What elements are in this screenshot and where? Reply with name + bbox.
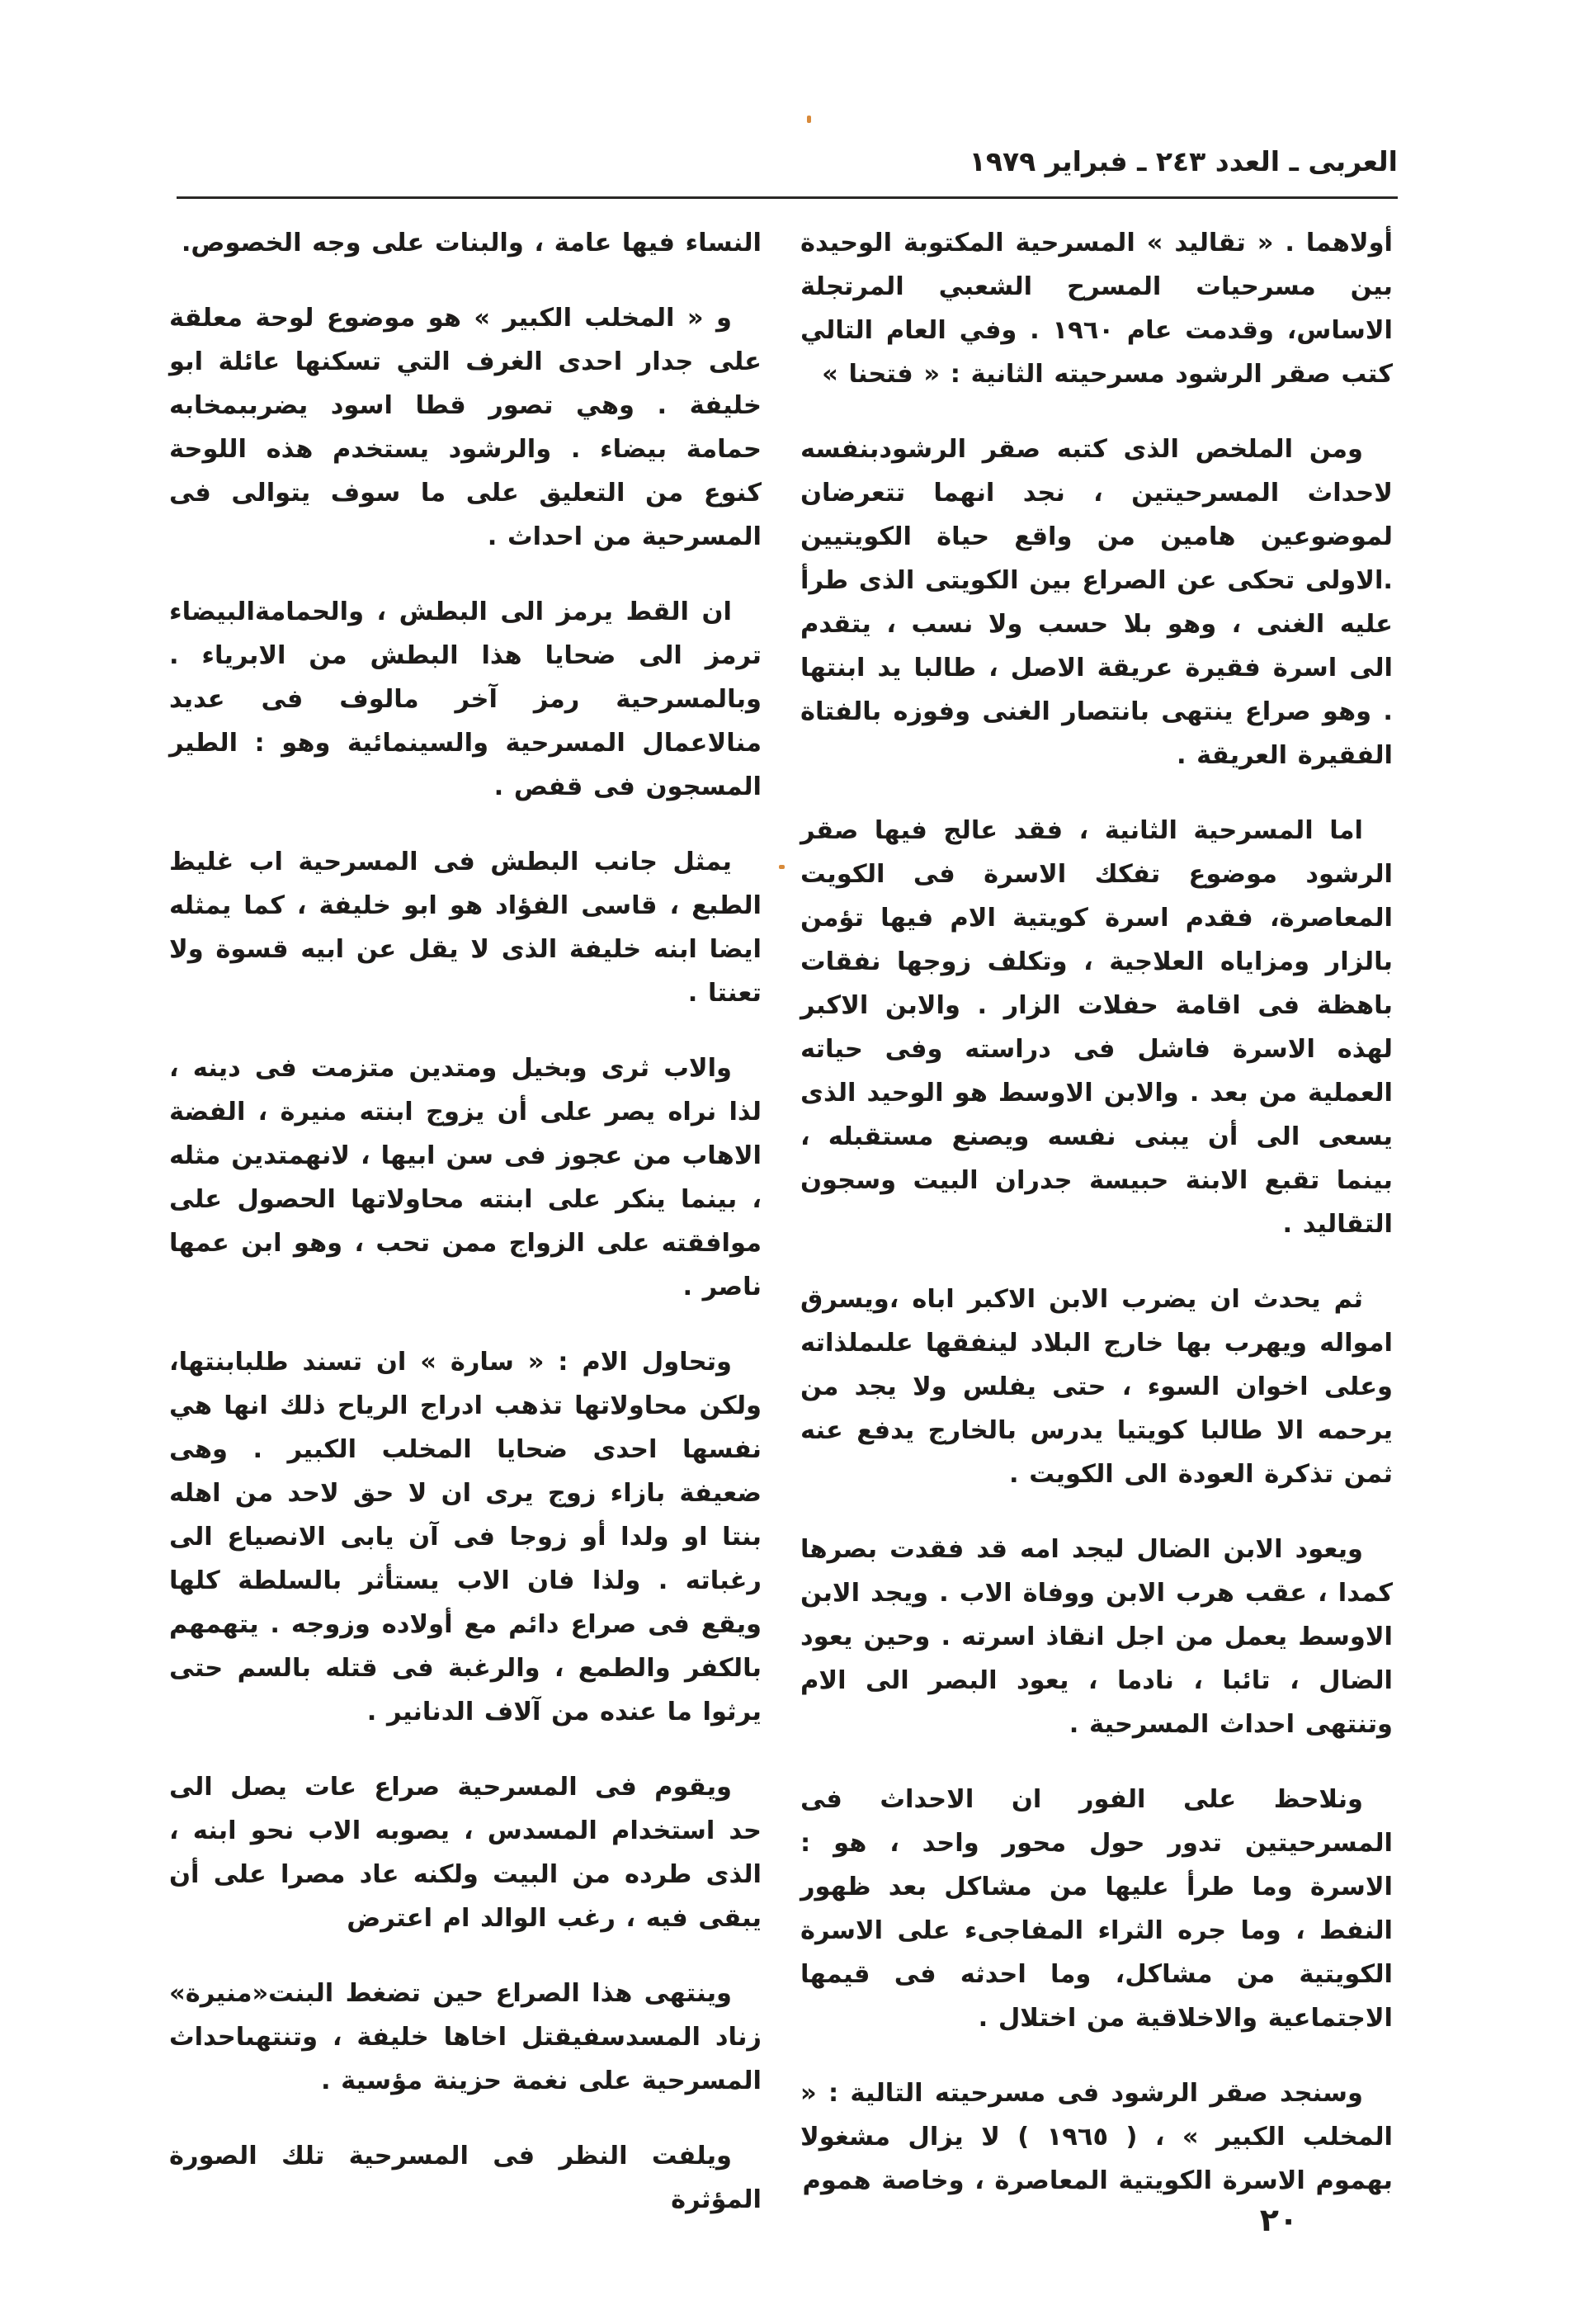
paragraph: النساء فيها عامة ، والبنات على وجه الخصوص.: [181, 229, 762, 257]
column-right: [800, 221, 1393, 2234]
paragraph: وتحاول الام : « سارة » ان تسند طلبابنتها، ولكن محاولاتها تذهب ادراج الرياح ذلك انها هي نفسها احدى ضحايا المخلب الكبير . وهى ضعيفة بازاء زوج يرى ان لا حق لاحد من اهله بنتا او ولدا أو زوجا فى آن يابى الانصياع الى رغباته . ولذا فان الاب يستأثر بالسلطة كلها ويقع فى صراع دائم مع أولاده وزوجه . يتهمهم بالكفر والطمع ، والرغبة فى قتله بالسم حتى يرثوا ما عنده من آلاف الدنانير .: [169, 1348, 762, 1726]
paragraph: أولاهما . « تقاليد » المسرحية المكتوبة الوحيدة بين مسرحيات المسرح الشعبي المرتجلة الاساس، وقدمت عام ١٩٦٠ . وفي العام التالي كتب صقر الرشود مسرحيته الثانية : « فتحنا »: [800, 229, 1393, 389]
paragraph: ويقوم فى المسرحية صراع عات يصل الى حد استخدام المسدس ، يصوبه الاب نحو ابنه ، الذى طرده من البيت ولكنه عاد مصرا على أن يبقى فيه ، رغب الوالد ام اعترض: [169, 1773, 762, 1933]
paragraph: ومن الملخص الذى كتبه صقر الرشودبنفسه لاحداث المسرحيتين ، نجد انهما تتعرضان لموضوعين هامين من واقع حياة الكويتيين .الاولى تحكى عن الصراع بين الكويتى الذى طرأ عليه الغنى ، وهو بلا حسب ولا نسب ، يتقدم الى اسرة فقيرة عريقة الاصل ، طالبا يد ابنتها . وهو صراع ينتهى بانتصار الغنى وفوزه بالفتاة الفقيرة العريقة .: [800, 435, 1393, 770]
paragraph: و « المخلب الكبير » هو موضوع لوحة معلقة على جدار احدى الغرف التي تسكنها عائلة ابو خليفة . وهي تصور قطا اسود يضرببمخابه حمامة بيضاء . والرشود يستخدم هذه اللوحة كنوع من التعليق على ما سوف يتوالى فى المسرحية من احداث .: [169, 304, 762, 551]
paper-speck: [779, 865, 785, 869]
paragraph: ان القط يرمز الى البطش ، والحمامةالبيضاء ترمز الى ضحايا هذا البطش من الابرياء . وبالمسرحية رمز آخر مالوف فى عديد منالاعمال المسرحية والسينمائية وهو : الطير المسجون فى قفص .: [169, 598, 762, 801]
page-number: ٢٠: [1259, 2202, 1299, 2238]
paragraph: ونلاحظ على الفور ان الاحداث فى المسرحيتين تدور حول محور واحد ، هو : الاسرة وما طرأ عليها من مشاكل بعد ظهور النفط ، وما جره الثراء المفاجىء على الاسرة الكويتية من مشاكل، وما احدثه فى قيمها الاجتماعية والاخلاقية من اختلال .: [800, 1785, 1393, 2033]
paragraph: وينتهى هذا الصراع حين تضغط البنت«منيرة» زناد المسدسفيقتل اخاها خليفة ، وتنتهىاحداث المسرحية على نغمة حزينة مؤسية .: [169, 1979, 762, 2095]
column-left: [169, 221, 762, 2253]
paragraph: ويلفت النظر فى المسرحية تلك الصورة المؤثرة: [169, 2142, 762, 2214]
paragraph: ثم يحدث ان يضرب الابن الاكبر اباه ،ويسرق امواله ويهرب بها خارج البلاد لينفقها علىملذاته وعلى اخوان السوء ، حتى يفلس ولا يجد من يرحمه الا طالبا كويتيا يدرس بالخارج يدفع عنه ثمن تذكرة العودة الى الكويت .: [800, 1285, 1393, 1489]
paragraph: والاب ثرى وبخيل ومتدين متزمت فى دينه ، لذا نراه يصر على أن يزوج ابنته منيرة ، الفضة الاهاب من عجوز فى سن ابيها ، لانهمتدين مثله ، بينما ينكر على ابنته محاولاتها الحصول على موافقته على الزواج ممن تحب ، وهو ابن عمها ناصر .: [169, 1054, 762, 1301]
paragraph: اما المسرحية الثانية ، فقد عالج فيها صقر الرشود موضوع تفكك الاسرة فى الكويت المعاصرة، فقدم اسرة كويتية الام فيها تؤمن بالزار ومزاياه العلاجية ، وتكلف زوجها نفقات باهظة فى اقامة حفلات الزار . والابن الاكبر لهذه الاسرة فاشل فى دراسته وفى حياته العملية من بعد . والابن الاوسط هو الوحيد الذى يسعى الى أن يبنى نفسه ويصنع مستقبله ، بينما تقبع الابنة حبيسة جدران البيت وسجون التقاليد .: [800, 816, 1393, 1239]
paper-speck: [807, 116, 811, 123]
paragraph: يمثل جانب البطش فى المسرحية اب غليظ الطبع ، قاسى الفؤاد هو ابو خليفة ، كما يمثله ايضا ابنه خليفة الذى لا يقل عن ابيه قسوة ولا تعنتا .: [169, 848, 762, 1008]
running-header: العربى ـ العدد ٢٤٣ ـ فبراير ١٩٧٩: [969, 145, 1398, 177]
header-rule: [177, 196, 1398, 199]
paragraph: وسنجد صقر الرشود فى مسرحيته التالية : « المخلب الكبير » ، ( ١٩٦٥ ) لا يزال مشغولا بهموم الاسرة الكويتية المعاصرة ، وخاصة هموم: [800, 2079, 1393, 2195]
paragraph: ويعود الابن الضال ليجد امه قد فقدت بصرها كمدا ، عقب هرب الابن ووفاة الاب . ويجد الابن الاوسط يعمل من اجل انقاذ اسرته . وحين يعود الضال ، تائبا ، نادما ، يعود البصر الى الام وتنتهى احداث المسرحية .: [800, 1535, 1393, 1739]
